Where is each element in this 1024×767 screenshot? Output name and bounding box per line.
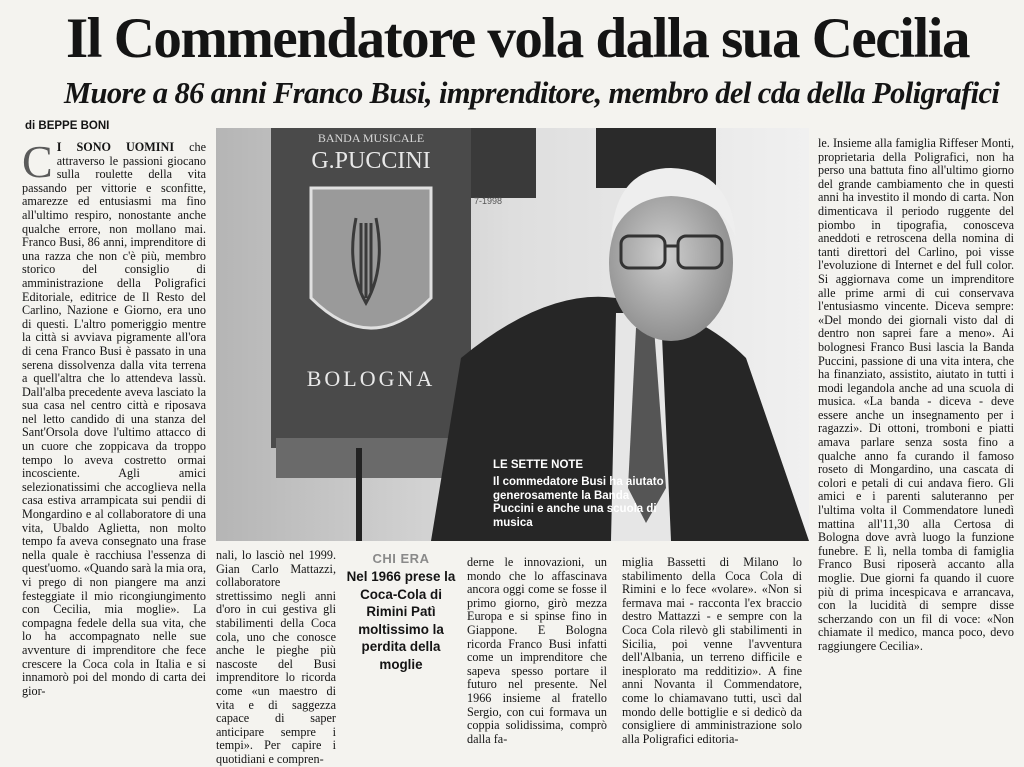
column-1-text: che attraverso le passioni giocano sulla roulette della vita passando per vittorie e sconfitte, amarezze ed entusiasmi ma fino all'ultimo respiro, nonostante anche qualche errore, non mollano mai. Franco Busi, 86 anni, imprenditore di una razza che non c'è più, membro storico del consiglio di amministrazione della Poligrafici Editoriale, editrice de Il Resto del Carlino, Nazione e Giorno, era uno di questi. L'altro pomeriggio mentre la città si avviava pigramente all'ora di cena Franco Busi è passato in una serena dissolvenza dalla vita terrena a quell'altra che lo attendeva lassù. Dall'alba precedente aveva lasciato la sua casa nel centro città e riposava nel letto candido di una stanza del Sant'Orsola dove l'ultimo attacco di un cuore che zoppicava da troppo tempo lo aveva costretto ormai incosciente. Agli amici selezionatissimi che accoglieva nella casa estiva arrampicata sui pendii di Mongardino e al collaboratore di una vita, Ubaldo Aglietta, non molto tempo fa aveva consegnato una frase nella quale è racchiusa l'essenza di quest'uomo. «Quando sarà la mia ora, vi prego di non piangere ma anzi festeggiate il mio ricongiungimento con Cecilia, mia moglie». La compagna fedele della sua vita, che lo ha accompagnato nelle sue avventure di imprenditore che fece crescere la Coca cola in Italia e si innamorò poi del mondo di carta dei gior- [22, 140, 206, 698]
article-column-5: le. Insieme alla famiglia Riffeser Monti, proprietaria della Poligrafici, non ha perso una battuta fino all'ultimo giorno del grande cambiamento che in questi anni ha investito il mondo di carta. Non dimenticava il periodo ruggente del piombo in tipografia, conosceva aneddoti e retroscena della nomina di tanti direttori del Carlino, poi visse l'evoluzione di Internet e del full color. Si aggiornava come un imprenditore alle prime armi di cui conservava l'entusiasmo vincente. Diceva sempre: «Del mondo dei giornali visto dal di dentro non saprei fare a meno». Ai bolognesi Franco Busi lascia la Banda Puccini, passione di una vita intera, che ha finanziato, assistito, aiutato in tutti i modi legandola anche ad una scuola di musica. «La banda - diceva - deve essere anche un insegnamento per i ragazzi». Di ottoni, tromboni e piatti amava parlare senza sosta fino a qualche anno fa curando il famoso roseto di Mongardino, una cascata di colori e petali di cui andava fiero. Gli amici e i parenti saluteranno per l'ultima volta il Commendatore lunedì mattina all'11,30 alla Certosa di Bologna dove avrà luogo la funzione funebre. E lì, nella tomba di famiglia Franco Busi riposerà accanto alla moglie. Due giorni fa quando il cuore più di prima incespicava e arrancava, con la lucidità di sempre disse scherzando con un fil di voce: «Non chiamate il medico, manca poco, devo raggiungere Cecilia». [818, 136, 1014, 653]
chi-era-label: CHI ERA [372, 551, 430, 566]
chi-era-box [339, 551, 463, 672]
banner-title-text: G.PUCCINI [311, 148, 431, 174]
article-column-3: derne le innovazioni, un mondo che lo affascinava ancora oggi come se fosse il primo giorno, girò mezza Europa e si spinse fino in Giappone. E Bologna ricorda Franco Busi infatti come un imprenditore che sapeva spesso portare il futuro nel presente. Nel 1966 insieme al fratello Sergio, con cui formava un coppia solidissima, comprò dalla fa- [467, 555, 607, 746]
article-column-4: miglia Bassetti di Milano lo stabilimento della Coca Cola di Rimini e lo fece «volare». «Non si fermava mai - racconta l'ex braccio destro Mattazzi - e sempre con la Coca Cola rilevò gli stabilimenti in Sicilia, poi venne l'avventura dell'Albania, un terreno difficile e inesplorato ma redditizio». A fine anni Novanta il Commendatore, come lo chiamavano tutti, uscì dal mondo delle bottiglie e si dedicò da consigliere di amministrazione solo alla Poligrafici editoria- [622, 555, 802, 746]
photo-caption-title: LE SETTE NOTE [493, 459, 584, 471]
byline: di BEPPE BONI [25, 120, 110, 132]
lead-words: I SONO UOMINI [56, 140, 175, 154]
banner-city-text: BOLOGNA [306, 366, 436, 391]
article-column-1 [22, 136, 206, 746]
photo-date-stamp: 7-1998 [474, 196, 503, 206]
photo-caption-text: Il commedatore Busi ha aiutato generosamente la Banda Puccini e anche una scuola di musica [493, 476, 664, 529]
banner-top-text: BANDA MUSICALE [317, 131, 425, 145]
subheadline: Muore a 86 anni Franco Busi, imprenditore, membro del cda della Poligrafici [64, 76, 1000, 110]
chi-era-text: Nel 1966 prese la Coca-Cola di Rimini Patì moltissimo la perdita della moglie [346, 569, 456, 672]
dropcap: C [22, 136, 53, 187]
article-column-2: nali, lo lasciò nel 1999. Gian Carlo Mattazzi, collaboratore strettissimo negli anni d'oro in cui gestiva gli stabilimenti della Coca cola, uno che conosce anche le pieghe più nascoste del Busi imprenditore lo ricorda come «un maestro di vita e di saggezza capace di saper anticipare sempre i tempi». Per capire i quotidiani e compren- [216, 548, 336, 766]
headline: Il Commendatore vola dalla sua Cecilia [66, 7, 970, 70]
